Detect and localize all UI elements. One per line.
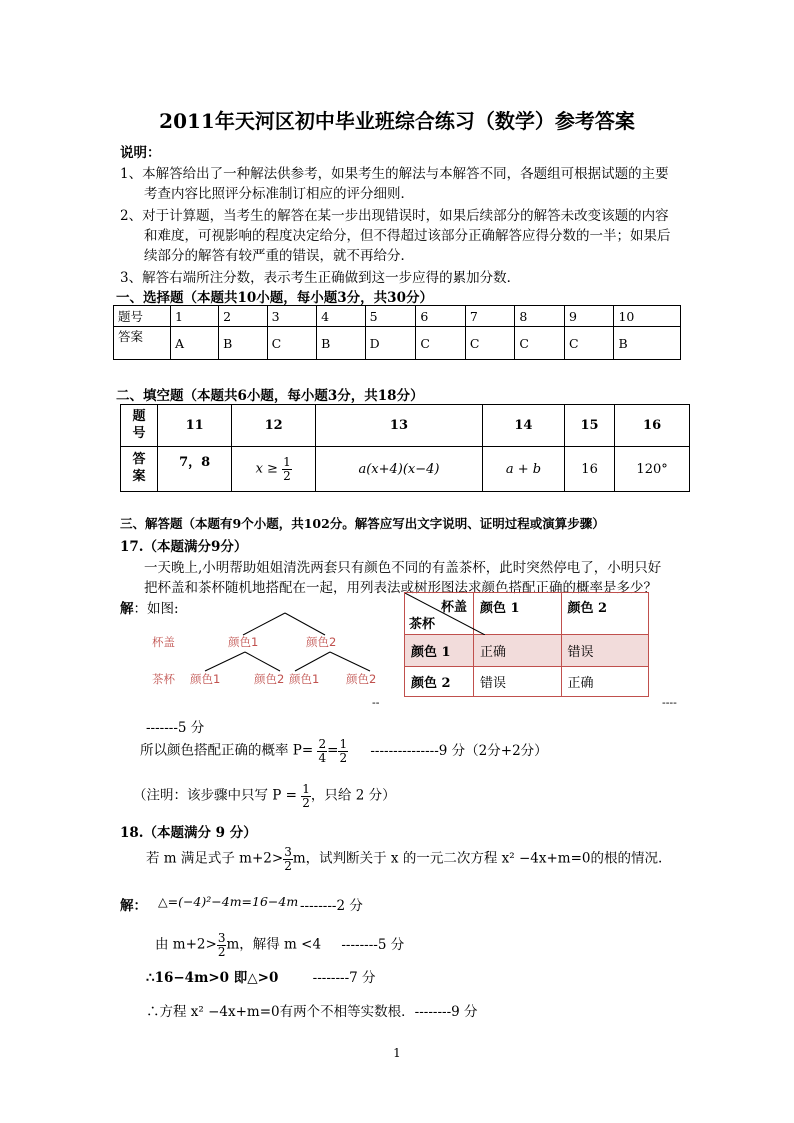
note-line: 和难度，可视影响的程度决定给分，但不得超过该部分正确解答应得分数的一半；如果后 (144, 228, 671, 244)
table-cell: C (515, 327, 565, 360)
fraction (283, 846, 293, 872)
row-label-number (121, 405, 158, 447)
table-cell: 120° (615, 447, 690, 492)
tree-node: 颜色1 (228, 635, 259, 649)
table-cell: 2 (219, 306, 268, 327)
fraction-denominator: 2 (217, 944, 226, 959)
table-cell: 10 (614, 306, 681, 327)
fraction (217, 932, 227, 958)
table-cell: 16 (564, 447, 614, 492)
note-line: 1、本解答给出了一种解法供参考，如果考生的解法与本解答不同，各题组可根据试题的主要 (120, 166, 669, 182)
fraction-denominator: 2 (302, 795, 310, 810)
table-cell: 3 (267, 306, 317, 327)
fraction (338, 738, 348, 764)
note-text: ，只给 2 分） (310, 787, 396, 804)
page-number: 1 (393, 1046, 401, 1060)
table-cell: D (365, 327, 416, 360)
choice-answer-table (113, 305, 681, 360)
table-cell: 4 (317, 306, 366, 327)
label-char: 案 (132, 469, 146, 484)
solution-label: 解 (120, 601, 134, 617)
q17-text: 把杯盖和茶杯随机地搭配在一起，用列表法或树形图法求颜色搭配正确的概率是多少？ (144, 580, 657, 596)
dash-left: -- (372, 696, 380, 709)
note-line (133, 783, 396, 809)
score-marker: --------5 分 (341, 936, 405, 953)
fraction (301, 783, 311, 809)
page-title: 2011年天河区初中毕业班综合练习（数学）参考答案 (159, 109, 635, 133)
fraction (282, 456, 292, 482)
statement-text: 若 m 满足式子 m+2> (146, 850, 284, 867)
table-cell: 9 (564, 306, 614, 327)
fraction-numerator: 1 (339, 737, 348, 751)
fraction-denominator: 2 (339, 750, 348, 765)
notes-heading: 说明： (120, 145, 161, 161)
step-text: 由 m+2> (155, 936, 217, 953)
q17-text: 一天晚上,小明帮助姐姐清洗两套只有颜色不同的有盖茶杯，此时突然停电了，小明只好 (144, 560, 662, 576)
fraction-numerator: 3 (284, 845, 292, 859)
fraction-numerator: 2 (318, 737, 327, 751)
q18-heading: 18.（本题满分 9 分） (120, 825, 257, 841)
fraction-denominator: 4 (318, 750, 327, 765)
section1-heading: 一、选择题（本题共10小题，每小题3分，共30分） (116, 290, 433, 306)
header-cup: 茶杯 (409, 617, 436, 632)
row-header: 颜色 1 (405, 635, 474, 667)
step-text: ∴方程 x² −4x+m=0有两个不相等实数根． (146, 1004, 415, 1020)
tree-node: 颜色2 (254, 672, 285, 686)
label-char: 答 (132, 452, 146, 468)
diagonal-header (405, 593, 474, 635)
tree-branch (243, 613, 285, 635)
q17-heading: 17.（本题满分9分） (120, 539, 248, 555)
fraction-numerator: 3 (217, 931, 226, 945)
tree-node: 颜色2 (306, 635, 337, 649)
tree-node: 颜色1 (190, 672, 221, 686)
table-cell: 错误 (474, 667, 562, 697)
fraction (317, 738, 327, 764)
label-char: 题 (132, 408, 146, 424)
fraction-denominator: 2 (284, 858, 292, 873)
table-cell: C (416, 327, 466, 360)
inequality-text: x ≥ (255, 461, 278, 477)
equals-sign: = (327, 742, 339, 759)
table-cell: 正确 (474, 635, 562, 667)
solution-step (155, 932, 404, 958)
fraction-numerator: 1 (302, 782, 310, 796)
table-cell (232, 447, 316, 492)
tree-branch (245, 652, 280, 671)
tree-cup-label: 茶杯 (152, 672, 175, 686)
section3-heading: 三、解答题（本题有9个小题，共102分。解答应写出文字说明、证明过程或演算步骤） (120, 516, 605, 531)
tree-node: 颜色2 (346, 672, 377, 686)
table-cell: B (219, 327, 268, 360)
table-cell: 16 (615, 405, 690, 447)
table-cell: 7 (465, 306, 515, 327)
label-char: 号 (132, 425, 146, 441)
score-marker: --------9 分 (414, 1004, 478, 1020)
score-marker: --------2 分 (300, 898, 363, 914)
tree-branch (295, 652, 330, 671)
dash-right: ---- (662, 696, 677, 709)
note-line: 2、对于计算题，当考生的解答在某一步出现错误时，如果后续部分的解答未改变该题的内容 (120, 208, 669, 224)
table-cell: 正确 (561, 667, 649, 697)
table-cell: A (171, 327, 219, 360)
table-cell: C (267, 327, 317, 360)
solution-step (146, 1000, 478, 1020)
tree-branch (205, 652, 245, 671)
solution-step (146, 966, 376, 986)
column-header: 颜色 2 (561, 593, 649, 635)
table-cell: 12 (232, 405, 316, 447)
score-marker: --------7 分 (312, 970, 376, 986)
table-cell: 6 (416, 306, 466, 327)
table-cell: 1 (171, 306, 219, 327)
section2-heading: 二、填空题（本题共6小题，每小题3分，共18分） (116, 388, 424, 404)
note-line: 3、解答右端所注分数，表示考生正确做到这一步应得的累加分数． (120, 270, 521, 286)
fraction-numerator: 1 (283, 454, 291, 469)
tree-lid-label: 杯盖 (152, 635, 175, 649)
q18-statement (146, 846, 662, 872)
column-header: 颜色 1 (474, 593, 562, 635)
solution-label: 解： (120, 898, 147, 914)
solution-text: ：如图: (133, 601, 179, 617)
table-cell: B (317, 327, 366, 360)
table-cell: C (465, 327, 515, 360)
score-marker: -------5 分 (146, 720, 205, 736)
table-cell: 错误 (561, 635, 649, 667)
fill-answer-table (120, 404, 690, 492)
score-marker: ---------------9 分（2分+2分） (370, 742, 548, 759)
tree-node: 颜色1 (289, 672, 320, 686)
note-line: 续部分的解答有较严重的错误，就不再给分． (144, 248, 414, 264)
table-cell: 15 (564, 405, 614, 447)
table-cell: a(x+4)(x−4) (316, 447, 483, 492)
probability-table (404, 592, 649, 697)
row-header: 颜色 2 (405, 667, 474, 697)
table-cell: 5 (365, 306, 416, 327)
table-cell: 13 (316, 405, 483, 447)
table-cell: 8 (515, 306, 565, 327)
table-cell: B (614, 327, 681, 360)
tree-branch (285, 613, 325, 635)
step-text: m，解得 m <4 (226, 936, 322, 953)
probability-line (140, 738, 548, 764)
solution-step: △=(−4)²−4m=16−4m (158, 894, 299, 909)
note-text: （注明：该步骤中只写 P = (133, 787, 297, 804)
fraction-denominator: 2 (283, 468, 291, 483)
row-label-answer (121, 447, 158, 492)
statement-text: m，试判断关于 x 的一元二次方程 x² −4x+m=0的根的情况. (292, 850, 663, 867)
probability-text: 所以颜色搭配正确的概率 P= (140, 742, 314, 759)
row-label-answer: 答案 (114, 327, 171, 360)
note-line: 考查内容比照评分标准制订相应的评分细则． (144, 186, 414, 202)
table-cell: 11 (158, 405, 232, 447)
header-lid: 杯盖 (440, 600, 467, 615)
table-cell: a + b (482, 447, 564, 492)
tree-branch (330, 652, 370, 671)
row-label-number: 题号 (114, 306, 171, 327)
table-cell: C (564, 327, 614, 360)
table-cell: 7，8 (158, 447, 232, 492)
table-cell: 14 (482, 405, 564, 447)
step-text: ∴16−4m>0 即△>0 (146, 970, 279, 986)
